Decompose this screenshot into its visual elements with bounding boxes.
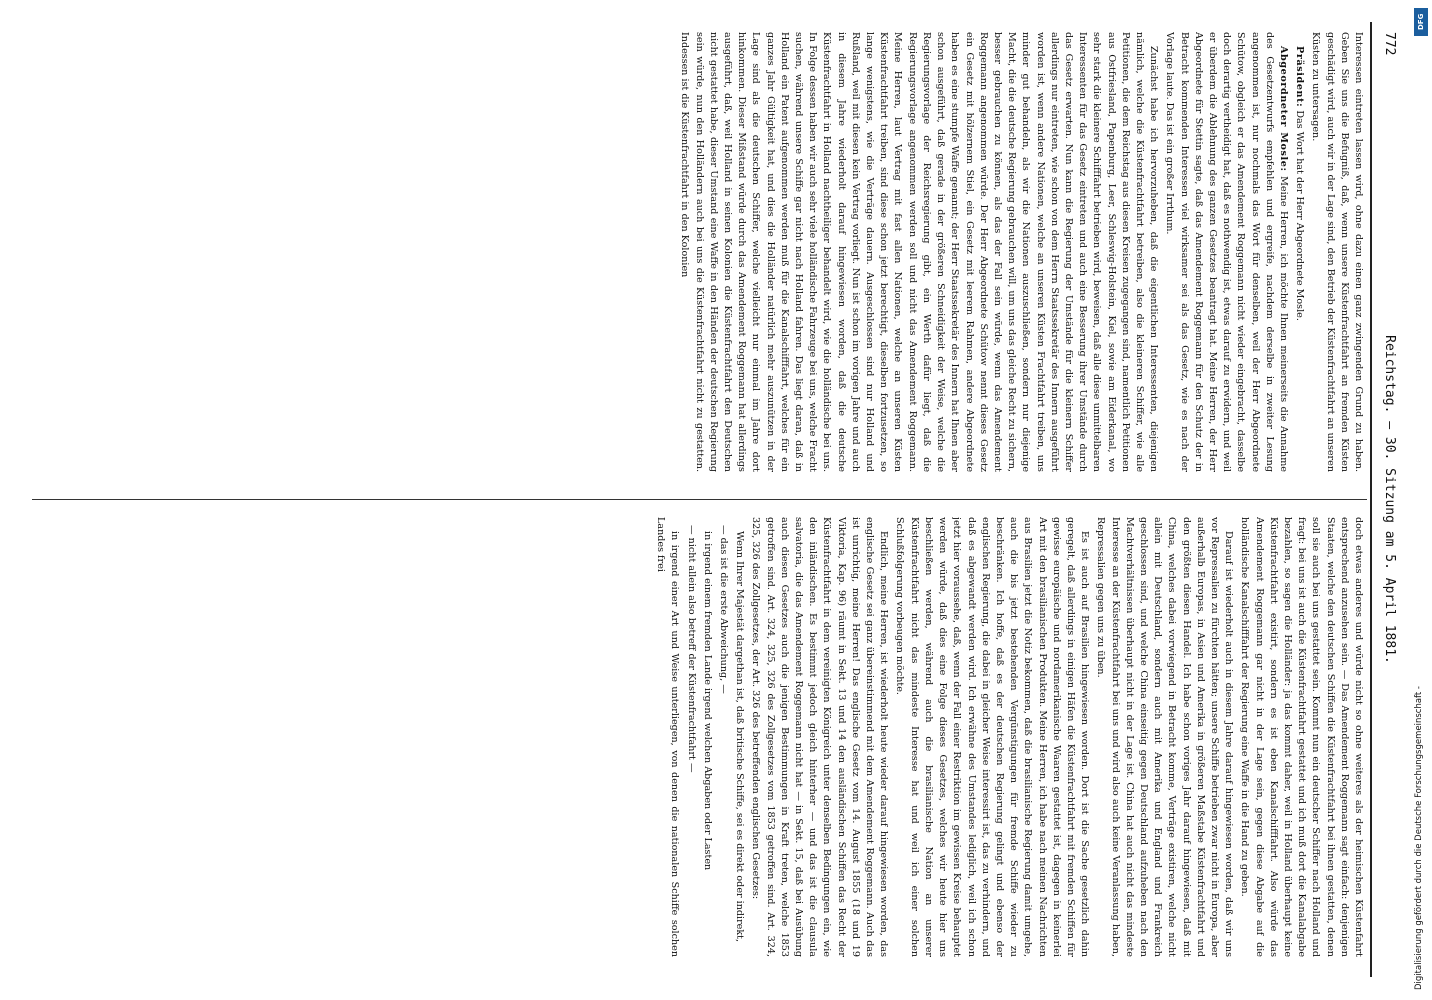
text-paragraph: in irgend einem fremden Lande irgend welchen Abgaben oder Lasten [701, 531, 713, 871]
text-paragraph: Es ist auch auf Brasilien hingewiesen worden. Dort ist die Sache gesetzlich dahin geregelt, daß allerdings in einigen Häfen die Küstenfrachtfahrt mit fremden Schiffen für gewisse europäische und nordamerikanische Waaren gestattet ist, dagegen in keinerlei Art mit den brasilianischen Produkten. Meine Herren, ich habe nach meinen Nachrichten aus Brasilien jetzt die Notiz bekommen, daß die brasilianische Regierung damit umgehe, auch die bis jetzt bestehenden Vergünstigungen für fremde Schiffe wieder zu beschränken. Ich hoffe, daß es der deutschen Regierung gelingt und ebenso der englischen Regierung, die dabei in gleicher Weise interessirt ist, das zu verhindern, und daß es abgewandt werden wird. Ich erwähne des Umstandes lediglich, weil ich schon jetzt hier voraussehe, daß, wenn der Fall einer Restriktion im gewissen Kreise behauptet werden würde, daß dies eine Folge dieses Gesetzes, welches wir heute hier uns beschließen werden, während auch die brasilianische Nation an unserer Küstenfrachtfahrt nicht das mindeste Interesse hat und weil ich einer solchen Schlußfolgerung vorbeugen möchte. [894, 517, 1091, 957]
rotated-document-page [25, 12, 1405, 987]
right-text-column [35, 517, 1365, 957]
text-paragraph: in irgend einer Art und Weise unterliegen, von denen die nationalen Schiffe solchen Landes frei [655, 517, 681, 957]
page-number: 772 [1382, 32, 1397, 56]
speaker-name: Präsident: [1294, 46, 1306, 108]
speaker-name: Abgeordneter Mosle: [1277, 46, 1289, 172]
running-title: Reichstag. — 30. Sitzung am 5. April 1881. [1382, 335, 1397, 664]
text-paragraph: Wenn Ihrer Majestät dargethan ist, daß britische Schiffe, sei es direkt oder indirekt, [734, 531, 746, 943]
text-paragraph: doch etwas anderes und würde nicht so ohne weiteres als der heimischen Küstenfahrt entsprechend anzusehen sein. — Das Amendement Roggemann sagt einfach: denjenigen Staaten, welche den deutschen Schiffen die Küstenfrachtfahrt bei ihnen gestatten, denen soll sie auch bei uns gestattet sein. Kommt nun ein deutscher Schiffer nach Holland und fragt: bei uns ist auch die Küstenfrachtfahrt gestattet und ich muß dort die Kanalabgabe bezahlen, so sagen die Holländer: ja das kommt daher, weil in Holland überhaupt keine Küstenfrachtfahrt existirt, sondern es ist eben Kanalschifffahrt. Also würde das Amendement Roggemann gar nicht in der Lage sein, gegen diese Abgabe auf die holländische Kanalschifffahrt der Regierung eine Waffe in die Hand zu geben. [1239, 517, 1364, 957]
left-text-column [35, 32, 1365, 472]
digitization-credit: Digitalisierung gefördert durch die Deutsche Forschungsgemeinschaft - [1414, 686, 1424, 990]
speech-paragraph [1292, 32, 1306, 472]
speech-text: Meine Herren, ich möchte Ihnen meinerseits die Annahme des Gesetzentwurfs empfehlen und ergreife, nachdem derselbe in zweiter Lesung angenommen ist, nur nochmals das Wort für denselben, weil der Herr Abgeordnete Schütow, obgleich er das Amendement Roggemann nicht wieder eingebracht, dasselbe doch derartig vertheidigt hat, daß es nothwendig ist, etwas darauf zu erwidern, und weil er überdem die Ablehnung des ganzen Gesetzes beantragt hat. Meine Herren, der Herr Abgeordnete für Stettin sagte, daß das Amendement Roggemann für den Schutz der in Betracht kommenden Interessen viel wirksamer sei als das Gesetz, wie es nach der Vorlage laute. Das ist ein großer Irrthum. [1164, 32, 1289, 472]
quote-interjection: — das ist die erste Abweichung, — [718, 525, 730, 694]
text-paragraph: Darauf ist wiederholt auch in diesem Jahre darauf hingewiesen worden, daß wir uns vor Repressalien zu fürchten hätten; unsere Schiffe betrieben zwar nicht in Europa, aber außerhalb Europas, in Asien und Amerika in größeren Maßstabe Küstenfrachtfahrt und den größten diesen Handel. Ich habe schon voriges Jahr darauf hingewiesen, daß mit China, welches dabei vorwiegend in Betracht komme, Verträge existiren, welche nicht allein mit Deutschland, sondern auch mit Amerika und England und Frankreich geschlossen sind, und welche China einseitig gegen Deutschland aufzuheben nach den Machtverhältnissen überhaupt nicht in der Lage ist. China hat auch nicht das mindeste Interesse an der Küstenfrachtfahrt bei uns und wird also auch keine Veranlassung haben, Repressalien gegen uns zu üben. [1095, 517, 1235, 957]
quote-interjection: — nicht allein also betreff der Küstenfrachtfahrt — [685, 525, 697, 773]
header-rule [1371, 22, 1373, 977]
text-paragraph: Interessen eintreten lassen wird, ohne dazu einen ganz zwingenden Grund zu haben. Geben Sie uns die Befugniß, daß, wenn unsere Küstenfrachtfahrt an fremden Küsten geschädigt wird, auch wir in der Lage sind, den Betrieb der Küstenfrachtfahrt an unseren Küsten zu untersagen. [1310, 32, 1364, 472]
column-divider [32, 499, 1367, 500]
speech-paragraph [1162, 32, 1290, 472]
page-header [1371, 12, 1405, 987]
text-paragraph: Endlich, meine Herren, ist wiederholt heute wieder darauf hingewiesen worden, das englische Gesetz sei ganz übereinstimmend mit dem Amendement Roggemann. Auch das ist unrichtig, meine Herren! Das englische Gesetz vom 14. August 1855 (18 und 19 Viktoria, Kap. 96) räumt in Sekt. 13 und 14 den ausländischen Schiffen das Recht der Küstenfrachtfahrt in dem vereinigten Königreich unter denselben Bedingungen ein, wie den inländischen. Es bestimmt jedoch gleich hinterher — und das ist die clausula salvatoria, die das Amendement Roggemann nicht hat — in Sekt. 15, daß bei Ausübung auch diesen Gesetzes auch die jenigen Bestimmungen in Kraft treten, welche 1853 getroffen sind. Art. 324, 325, 326 des Zollgesetzes vom 1853 getroffen sind. Art. 324, 325, 326 des Zollgesetzes, der Art. 326 des betreffenden englischen Gesetzes: [750, 517, 890, 957]
speech-text: Das Wort hat der Herr Abgeordnete Mosle. [1294, 110, 1306, 321]
text-paragraph: Zunächst habe ich hervorzuheben, daß die eigentlichen Interessenten, diejenigen nämlich, welche die Küstenfrachtfahrt betreiben, also die kleineren Schiffer, wie alle Petitionen, die dem Reichstag aus diesen Kreisen zugegangen sind, namentlich Petitionen aus Ostfriesland, Papenburg, Leer, Schleswig-Holstein, Kiel, sowie am Eiderkanal, wo sehr stark die kleinere Schifffahrt betrieben wird, beweisen, daß alle diese unmittelbaren Interessenten für das Gesetz eintreten und auch eine Besserung ihrer Umstände durch das Gesetz erwarten. Nun kann die Regierung der Umstände für die kleinern Schiffer allerdings nur eintreten, wie schon von dem Herrn Staatssekretär des Innern ausgeführt worden ist, wenn andere Nationen, welche an unseren Küsten Frachtfahrt treiben, uns minder gut behandeln, als wir die Nationen auszuschließen, sondern nur diejenige Macht, die die deutsche Regierung gebrauchen will, um uns das gleiche Recht zu sichern, besser gebrauchen zu können, als das der Fall sein würde, wenn das Amendement Roggemann angenommen würde. Der Herr Abgeordnete Schütow nennt dieses Gesetz ein Gesetz mit hölzernem Stiel, ein Gesetz mit leerem Rahmen, andere Abgeordnete haben es eine stumpfe Waffe genannt; der Herr Staatssekretär des Innern hat Ihnen aber schon ausgeführt, daß gerade in der größeren Schneidigkeit der Weise, welche die Regierungsvorlage der Reichsregierung gibt, ein Werth dafür liegt, daß die Regierungsvorlage angenommen werden soll und nicht das Amendement Roggemann. Meine Herren, laut Vertrag mit fast allen Nationen, welche an unseren Küsten Küstenfrachtfahrt treiben, sind diese schon jetzt berechtigt, dieselben fortzusetzen, so lange wenigstens, wie die Verträge dauern. Ausgeschlossen sind nur Holland und Rußland, weil mit diesen kein Vertrag vorliegt. Nun ist schon im vorigen Jahre und auch in diesem Jahre wiederholt darauf hingewiesen worden, daß die deutsche Küstenfrachtfahrt in Holland nachtheiliger behandelt wird, wie die holländische bei uns. In Folge dessen haben wir auch sehr viele holländische Fahrzeuge bei uns, welche Fracht suchen, während unsere Schiffe gar nicht nach Holland fahren. Das liegt daran, daß in Holland ein Patent aufgenommen werden muß für die Kanalschifffahrt, welches für ein ganzes Jahr Gültigkeit hat, und dies die Holländer natürlich mehr auszunützen in der Lage sind als die deutschen Schiffer, welche vielleicht nur einmal im Jahre dort hinkommen. Dieser Mißstand würde durch das Amendement Roggemann hat allerdings ausgeführt, daß, weil Holland in seinen Kolonien die Küstenfrachtfahrt den Deutschen nicht gestattet habe, dieser Umstand eine Waffe in den Händen der deutschen Regierung sein würde, nun den Holländern auch bei uns die Küstenfrachtfahrt nicht zu gestatten. Indessen ist die Küstenfrachtfahrt in den Kolonien [679, 32, 1160, 472]
dfg-logo: DFG [1414, 8, 1428, 36]
